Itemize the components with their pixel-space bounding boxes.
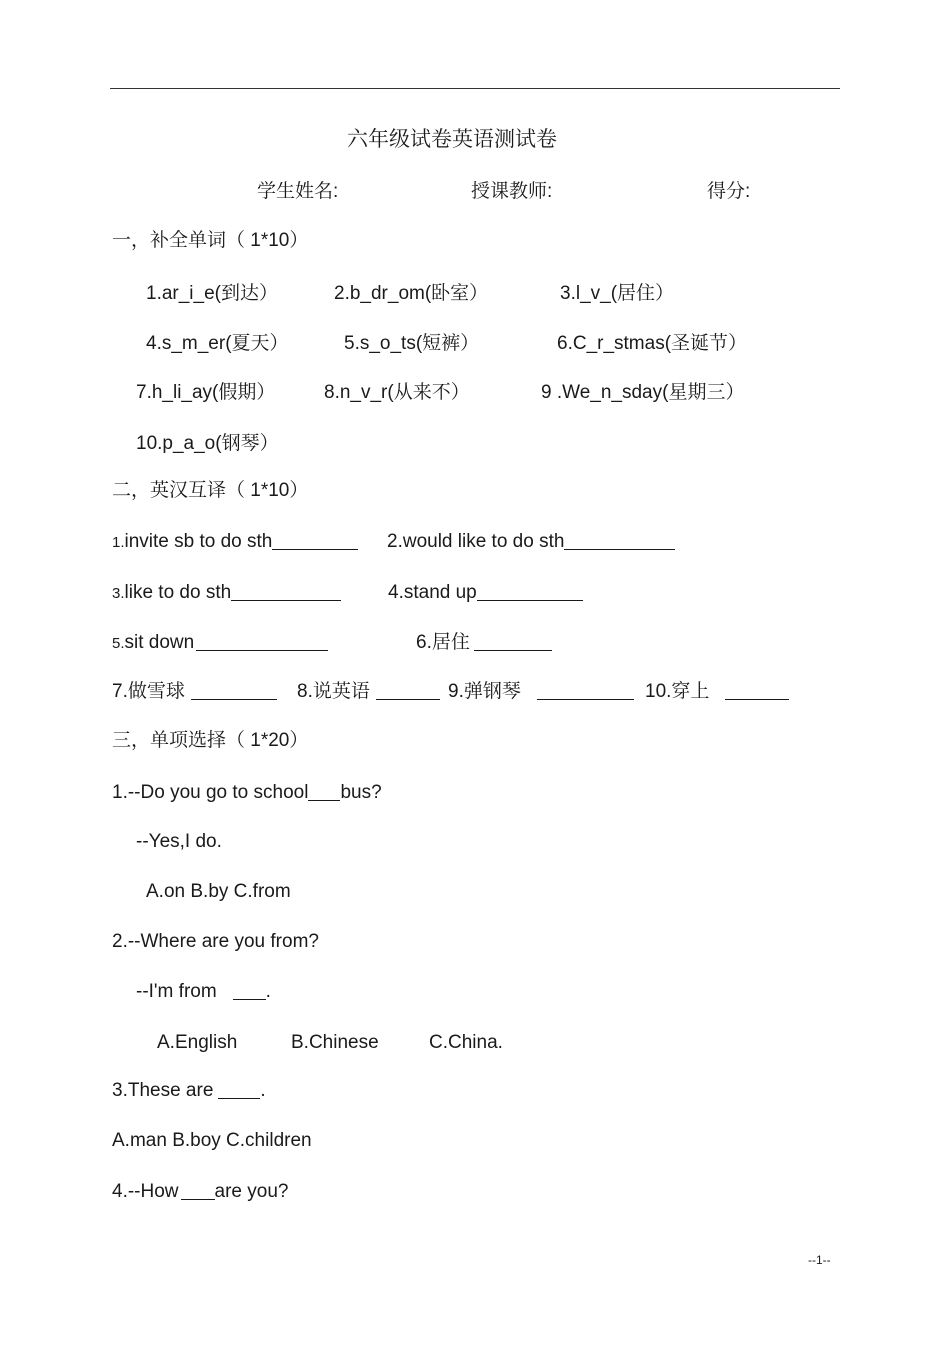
s2-item-10 bbox=[645, 680, 789, 704]
s1-item-6: 6.C_r_stmas(圣诞节） bbox=[557, 333, 748, 354]
s2-item-1 bbox=[112, 530, 358, 555]
s1-item-4: 4.s_m_er(夏天） bbox=[146, 333, 289, 354]
answer-blank[interactable] bbox=[233, 981, 266, 1000]
q2-reply-text: --I'm from bbox=[136, 981, 217, 1002]
s2-item-5-number: 5. bbox=[112, 635, 125, 652]
answer-blank[interactable] bbox=[272, 531, 358, 550]
q1-text-before: 1.--Do you go to school bbox=[112, 782, 309, 803]
s1-item-1: 1.ar_i_e(到达） bbox=[146, 283, 278, 304]
answer-blank[interactable] bbox=[191, 681, 277, 700]
score-label: 得分: bbox=[707, 181, 751, 202]
question-3 bbox=[112, 1079, 266, 1103]
answer-blank[interactable] bbox=[196, 632, 328, 651]
q3-end: . bbox=[260, 1080, 266, 1101]
answer-blank[interactable] bbox=[181, 1181, 215, 1200]
q2-reply-end: . bbox=[265, 981, 271, 1002]
question-3-options: A.man B.boy C.children bbox=[112, 1130, 312, 1151]
question-2-option-b: B.Chinese bbox=[291, 1032, 379, 1053]
s2-item-4 bbox=[388, 581, 583, 605]
question-1-options: A.on B.by C.from bbox=[146, 881, 291, 902]
page-number: --1-- bbox=[808, 1253, 831, 1267]
question-4 bbox=[112, 1180, 288, 1204]
teacher-label: 授课教师: bbox=[471, 181, 553, 202]
s2-item-8-text: 8.说英语 bbox=[297, 681, 370, 702]
answer-blank[interactable] bbox=[218, 1080, 260, 1099]
answer-blank[interactable] bbox=[537, 681, 634, 700]
student-name-label: 学生姓名: bbox=[257, 181, 339, 202]
section-3-heading: 三，单项选择（ 1*20） bbox=[112, 730, 309, 751]
s2-item-8 bbox=[297, 680, 440, 704]
s2-item-1-text: invite sb to do sth bbox=[124, 531, 273, 552]
question-2-reply bbox=[136, 980, 271, 1004]
s2-item-5 bbox=[112, 631, 328, 656]
answer-blank[interactable] bbox=[564, 531, 675, 550]
s2-item-6-text: 6.居住 bbox=[416, 632, 470, 653]
s2-item-6 bbox=[416, 631, 552, 655]
answer-blank[interactable] bbox=[376, 681, 440, 700]
question-2-option-c: C.China. bbox=[429, 1032, 503, 1053]
s2-item-7-text: 7.做雪球 bbox=[112, 681, 185, 702]
question-1 bbox=[112, 781, 382, 805]
s2-item-3 bbox=[112, 581, 341, 606]
question-2-option-a: A.English bbox=[157, 1032, 238, 1053]
q3-text: 3.These are bbox=[112, 1080, 214, 1101]
s2-item-2 bbox=[387, 530, 675, 554]
s1-item-8: 8.n_v_r(从来不） bbox=[324, 382, 470, 403]
s2-item-3-number: 3. bbox=[112, 585, 125, 602]
s2-item-4-text: 4.stand up bbox=[388, 582, 477, 603]
s2-item-1-number: 1. bbox=[112, 534, 125, 551]
s2-item-5-text: sit down bbox=[124, 632, 195, 653]
s1-item-5: 5.s_o_ts(短裤） bbox=[344, 333, 480, 354]
answer-blank[interactable] bbox=[477, 582, 583, 601]
s1-item-10: 10.p_a_o(钢琴） bbox=[136, 433, 279, 454]
s2-item-10-text: 10.穿上 bbox=[645, 681, 710, 702]
s1-item-7: 7.h_li_ay(假期） bbox=[136, 382, 276, 403]
section-1-heading: 一，补全单词（ 1*10） bbox=[112, 230, 309, 251]
q4-text-before: 4.--How bbox=[112, 1181, 179, 1202]
s2-item-3-text: like to do sth bbox=[124, 582, 232, 603]
answer-blank[interactable] bbox=[308, 782, 340, 801]
section-2-heading: 二，英汉互译（ 1*10） bbox=[112, 480, 309, 501]
q4-text-after: are you? bbox=[214, 1181, 289, 1202]
s2-item-9-text: 9.弹钢琴 bbox=[448, 681, 521, 702]
s2-item-7 bbox=[112, 680, 277, 704]
question-1-reply: --Yes,I do. bbox=[136, 831, 222, 852]
top-rule bbox=[110, 88, 840, 89]
s1-item-3: 3.l_v_(居住） bbox=[560, 283, 675, 304]
answer-blank[interactable] bbox=[725, 681, 789, 700]
s2-item-9 bbox=[448, 680, 634, 704]
q1-text-after: bus? bbox=[340, 782, 382, 803]
question-2: 2.--Where are you from? bbox=[112, 931, 319, 952]
s2-item-2-text: 2.would like to do sth bbox=[387, 531, 565, 552]
s1-item-9: 9 .We_n_sday(星期三） bbox=[541, 382, 745, 403]
s1-item-2: 2.b_dr_om(卧室） bbox=[334, 283, 489, 304]
answer-blank[interactable] bbox=[474, 632, 552, 651]
page-title: 六年级试卷英语测试卷 bbox=[347, 128, 557, 151]
answer-blank[interactable] bbox=[231, 582, 341, 601]
